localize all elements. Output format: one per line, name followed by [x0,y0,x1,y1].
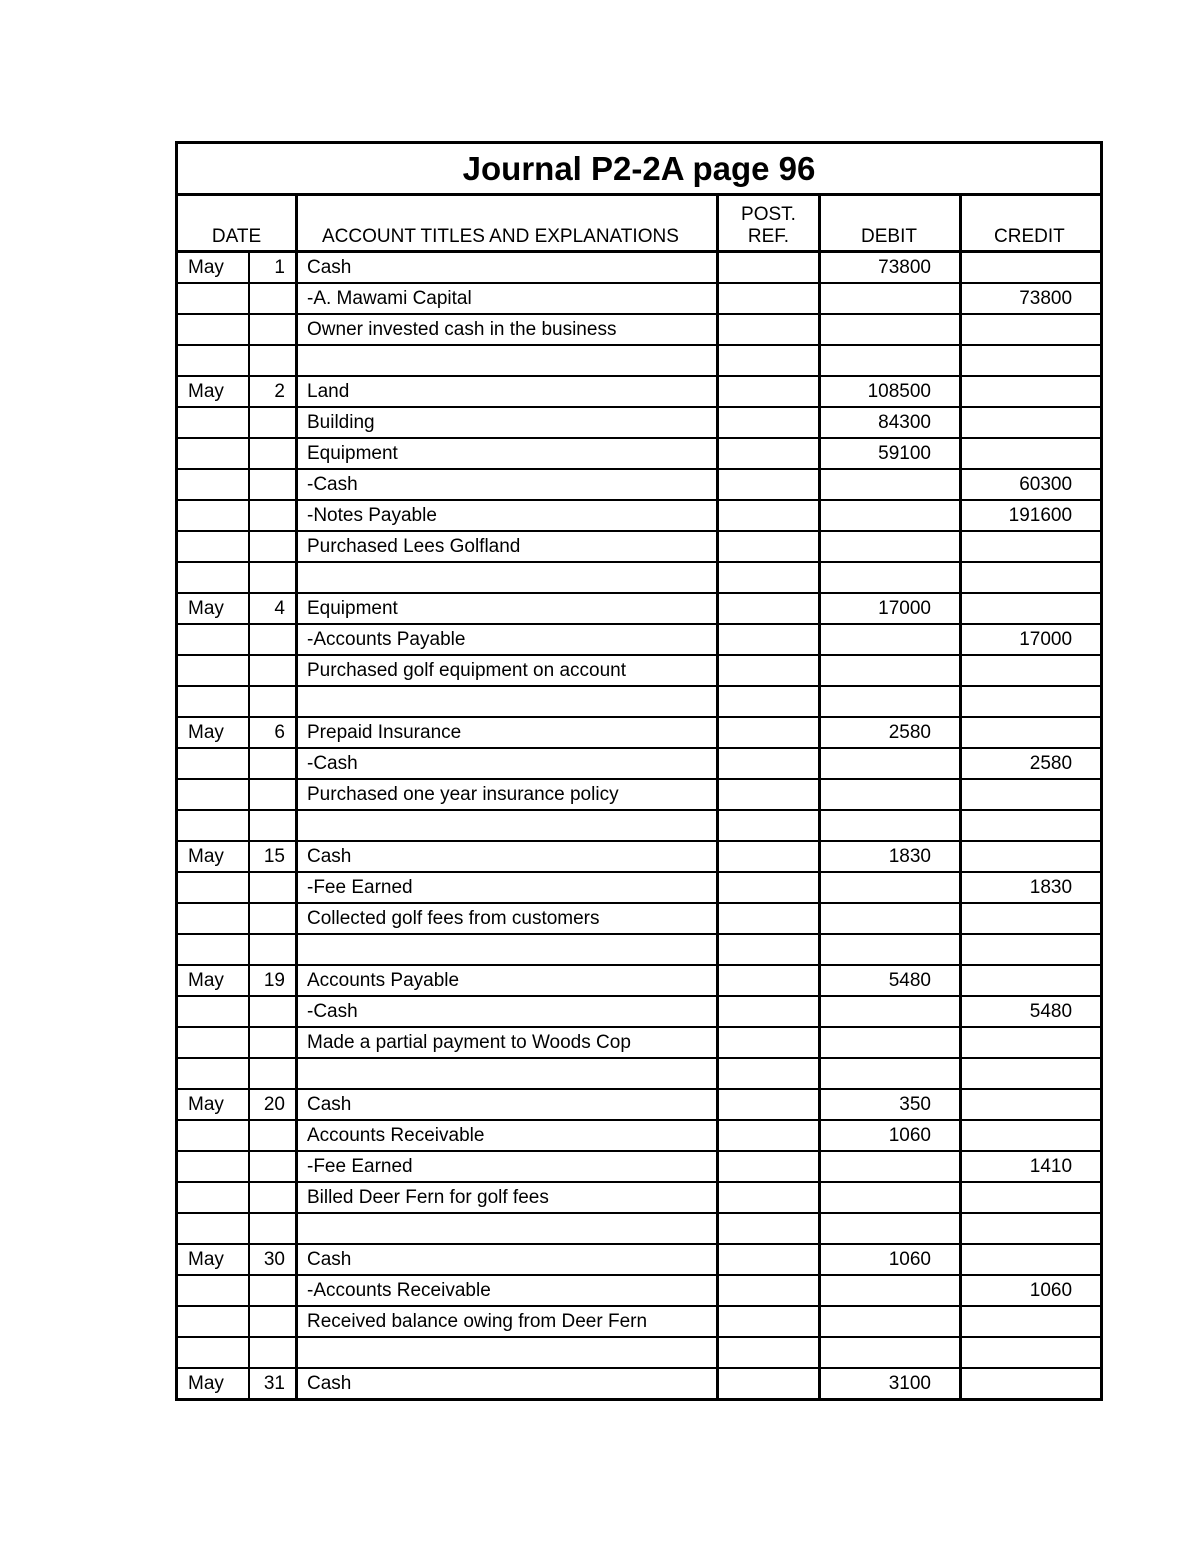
entry-post-ref [718,562,820,593]
journal-row [177,934,1102,965]
entry-debit [820,1337,961,1368]
entry-account: -Fee Earned [297,872,718,903]
entry-month [177,779,249,810]
entry-day [249,624,297,655]
entry-debit [820,1306,961,1337]
entry-account: Received balance owing from Deer Fern [297,1306,718,1337]
entry-account: -Cash [297,469,718,500]
account-header: ACCOUNT TITLES AND EXPLANATIONS [297,195,718,252]
entry-month [177,686,249,717]
entry-month: May [177,1244,249,1275]
entry-day [249,314,297,345]
entry-month [177,1058,249,1089]
entry-day: 15 [249,841,297,872]
entry-month [177,1182,249,1213]
entry-post-ref [718,1213,820,1244]
entry-day [249,1182,297,1213]
entry-month [177,314,249,345]
entry-post-ref [718,872,820,903]
entry-day [249,1151,297,1182]
entry-debit [820,1027,961,1058]
entry-credit [961,562,1102,593]
entry-month [177,872,249,903]
entry-credit [961,345,1102,376]
journal-row [177,1058,1102,1089]
entry-debit [820,531,961,562]
entry-account: Equipment [297,438,718,469]
entry-credit [961,1089,1102,1120]
entry-account [297,562,718,593]
entry-account: -Cash [297,996,718,1027]
journal-row [177,1275,1102,1306]
journal-row [177,1182,1102,1213]
entry-post-ref [718,655,820,686]
entry-post-ref [718,500,820,531]
entry-account: Cash [297,252,718,284]
entry-credit: 1060 [961,1275,1102,1306]
journal-row [177,1368,1102,1400]
entry-post-ref [718,1275,820,1306]
journal-row [177,686,1102,717]
entry-debit [820,748,961,779]
entry-account [297,1058,718,1089]
journal-row [177,872,1102,903]
entry-day [249,562,297,593]
entry-month [177,1151,249,1182]
entry-month: May [177,593,249,624]
entry-debit: 84300 [820,407,961,438]
entry-account: Cash [297,1244,718,1275]
entry-month: May [177,376,249,407]
journal-row [177,810,1102,841]
entry-account: Building [297,407,718,438]
journal-row [177,345,1102,376]
entry-day [249,531,297,562]
entry-post-ref [718,376,820,407]
entry-day [249,407,297,438]
entry-debit [820,872,961,903]
entry-post-ref [718,252,820,284]
journal-row [177,562,1102,593]
entry-day [249,1306,297,1337]
entry-day [249,1275,297,1306]
entry-debit [820,500,961,531]
entry-credit [961,252,1102,284]
entry-post-ref [718,469,820,500]
entry-credit [961,593,1102,624]
entry-post-ref [718,1027,820,1058]
entry-post-ref [718,1368,820,1400]
entry-credit [961,531,1102,562]
entry-debit [820,1182,961,1213]
entry-month: May [177,1368,249,1400]
journal-row [177,469,1102,500]
entry-credit [961,1213,1102,1244]
entry-day [249,1337,297,1368]
entry-month [177,903,249,934]
entry-day [249,810,297,841]
entry-post-ref [718,1306,820,1337]
journal-row [177,1213,1102,1244]
entry-account: Prepaid Insurance [297,717,718,748]
entry-day [249,655,297,686]
entry-credit [961,841,1102,872]
entry-post-ref [718,1089,820,1120]
entry-account: Land [297,376,718,407]
entry-credit [961,810,1102,841]
entry-post-ref [718,841,820,872]
entry-credit [961,407,1102,438]
entry-day [249,500,297,531]
entry-post-ref [718,1058,820,1089]
entry-month: May [177,965,249,996]
entry-debit: 108500 [820,376,961,407]
entry-credit [961,1337,1102,1368]
entry-post-ref [718,438,820,469]
entry-account: Billed Deer Fern for golf fees [297,1182,718,1213]
entry-debit [820,934,961,965]
entry-month [177,1213,249,1244]
journal-row [177,903,1102,934]
entry-post-ref [718,934,820,965]
entry-month [177,1027,249,1058]
entry-day [249,1120,297,1151]
entry-debit: 1060 [820,1120,961,1151]
journal-row [177,841,1102,872]
entry-post-ref [718,996,820,1027]
entry-credit [961,655,1102,686]
entry-account [297,934,718,965]
entry-month [177,1337,249,1368]
entry-account: -Accounts Receivable [297,1275,718,1306]
entry-day: 2 [249,376,297,407]
entry-credit: 60300 [961,469,1102,500]
entry-account [297,1337,718,1368]
entry-month [177,500,249,531]
entry-day [249,438,297,469]
entry-account [297,1213,718,1244]
entry-month [177,934,249,965]
entry-debit: 1060 [820,1244,961,1275]
entry-post-ref [718,283,820,314]
entry-account: Purchased one year insurance policy [297,779,718,810]
entry-post-ref [718,1244,820,1275]
entry-day: 6 [249,717,297,748]
entry-credit [961,1120,1102,1151]
entry-account: -A. Mawami Capital [297,283,718,314]
entry-account [297,810,718,841]
journal-row [177,1244,1102,1275]
entry-post-ref [718,531,820,562]
entry-post-ref [718,1337,820,1368]
entry-post-ref [718,345,820,376]
column-header-row [177,195,1102,252]
entry-month [177,531,249,562]
entry-credit: 1410 [961,1151,1102,1182]
journal-row [177,407,1102,438]
entry-post-ref [718,903,820,934]
entry-account: Accounts Receivable [297,1120,718,1151]
entry-account: Made a partial payment to Woods Cop [297,1027,718,1058]
journal-row [177,717,1102,748]
entry-post-ref [718,407,820,438]
entry-credit [961,1244,1102,1275]
entry-month: May [177,252,249,284]
journal-row [177,655,1102,686]
entry-debit: 59100 [820,438,961,469]
journal-row [177,779,1102,810]
entry-credit [961,1027,1102,1058]
entry-month [177,345,249,376]
credit-header: CREDIT [961,195,1102,252]
entry-post-ref [718,314,820,345]
entry-post-ref [718,810,820,841]
journal-row [177,593,1102,624]
post-ref-header-line2: REF. [747,226,790,247]
entry-credit: 191600 [961,500,1102,531]
journal-row [177,314,1102,345]
entry-debit [820,314,961,345]
entry-day [249,903,297,934]
entry-day [249,283,297,314]
journal-row [177,531,1102,562]
entry-credit [961,934,1102,965]
journal-row [177,283,1102,314]
entry-day [249,469,297,500]
entry-post-ref [718,593,820,624]
entry-credit: 73800 [961,283,1102,314]
entry-account: Cash [297,1089,718,1120]
entry-day [249,748,297,779]
entry-debit [820,779,961,810]
entry-month [177,1275,249,1306]
entry-debit [820,655,961,686]
entry-account: Cash [297,1368,718,1400]
entry-debit [820,283,961,314]
entry-post-ref [718,1120,820,1151]
journal-row [177,1306,1102,1337]
entry-account: -Accounts Payable [297,624,718,655]
journal-title-row [177,143,1102,195]
entry-post-ref [718,965,820,996]
entry-credit [961,965,1102,996]
entry-post-ref [718,686,820,717]
entry-post-ref [718,1151,820,1182]
entry-credit: 2580 [961,748,1102,779]
entry-day [249,686,297,717]
entry-credit [961,717,1102,748]
entry-account: Equipment [297,593,718,624]
entry-month: May [177,717,249,748]
debit-header: DEBIT [820,195,961,252]
entry-month [177,407,249,438]
entry-day [249,1058,297,1089]
entry-account: Purchased Lees Golfland [297,531,718,562]
entry-debit [820,345,961,376]
entry-day [249,996,297,1027]
entry-account [297,345,718,376]
entry-day: 20 [249,1089,297,1120]
entry-day [249,1027,297,1058]
entry-account: -Fee Earned [297,1151,718,1182]
entry-day [249,345,297,376]
entry-credit: 1830 [961,872,1102,903]
entry-day [249,872,297,903]
entry-credit [961,314,1102,345]
entry-month [177,1120,249,1151]
entry-post-ref [718,779,820,810]
journal-row [177,438,1102,469]
entry-debit [820,624,961,655]
entry-account: Collected golf fees from customers [297,903,718,934]
journal-row [177,1120,1102,1151]
entry-month [177,624,249,655]
entry-account: Owner invested cash in the business [297,314,718,345]
entry-month [177,469,249,500]
entry-credit [961,686,1102,717]
entry-debit: 17000 [820,593,961,624]
entry-post-ref [718,717,820,748]
entry-day: 1 [249,252,297,284]
entry-debit [820,1275,961,1306]
journal-row [177,1027,1102,1058]
entry-debit [820,1151,961,1182]
journal-row [177,965,1102,996]
entry-credit [961,438,1102,469]
journal-row [177,376,1102,407]
journal-row [177,748,1102,779]
journal-row [177,252,1102,284]
journal-table [175,141,1103,1401]
entry-credit [961,1306,1102,1337]
journal-row [177,1337,1102,1368]
entry-month [177,562,249,593]
journal-row [177,624,1102,655]
entry-debit: 350 [820,1089,961,1120]
entry-credit: 17000 [961,624,1102,655]
entry-month: May [177,1089,249,1120]
entry-account: -Notes Payable [297,500,718,531]
entry-debit: 73800 [820,252,961,284]
post-ref-header-line1: POST. [741,204,796,225]
journal-row [177,1151,1102,1182]
entry-month [177,996,249,1027]
entry-month [177,283,249,314]
entry-credit [961,1182,1102,1213]
entry-month [177,1306,249,1337]
journal-row [177,500,1102,531]
entry-debit: 3100 [820,1368,961,1400]
journal-row [177,1089,1102,1120]
entry-credit [961,376,1102,407]
entry-credit [961,1368,1102,1400]
entry-post-ref [718,748,820,779]
entry-debit: 1830 [820,841,961,872]
entry-month [177,438,249,469]
entry-month [177,655,249,686]
entry-debit [820,1213,961,1244]
entry-account [297,686,718,717]
entry-month [177,748,249,779]
entry-day [249,1213,297,1244]
entry-day: 30 [249,1244,297,1275]
entry-debit [820,1058,961,1089]
entry-day: 19 [249,965,297,996]
entry-month [177,810,249,841]
post-ref-header [718,195,820,252]
entry-account: Cash [297,841,718,872]
entry-post-ref [718,1182,820,1213]
entry-debit [820,469,961,500]
date-header: DATE [177,195,297,252]
entry-account: Accounts Payable [297,965,718,996]
entry-debit [820,996,961,1027]
entry-day: 4 [249,593,297,624]
entry-day [249,934,297,965]
entry-credit: 5480 [961,996,1102,1027]
entry-day: 31 [249,1368,297,1400]
journal-row [177,996,1102,1027]
entry-account: -Cash [297,748,718,779]
entry-month: May [177,841,249,872]
entry-debit: 5480 [820,965,961,996]
journal-title: Journal P2-2A page 96 [177,143,1102,195]
entry-debit [820,903,961,934]
entry-day [249,779,297,810]
journal-body [177,252,1102,1400]
entry-debit [820,686,961,717]
entry-account: Purchased golf equipment on account [297,655,718,686]
entry-credit [961,779,1102,810]
entry-debit [820,810,961,841]
entry-post-ref [718,624,820,655]
entry-debit: 2580 [820,717,961,748]
entry-credit [961,1058,1102,1089]
entry-credit [961,903,1102,934]
entry-debit [820,562,961,593]
